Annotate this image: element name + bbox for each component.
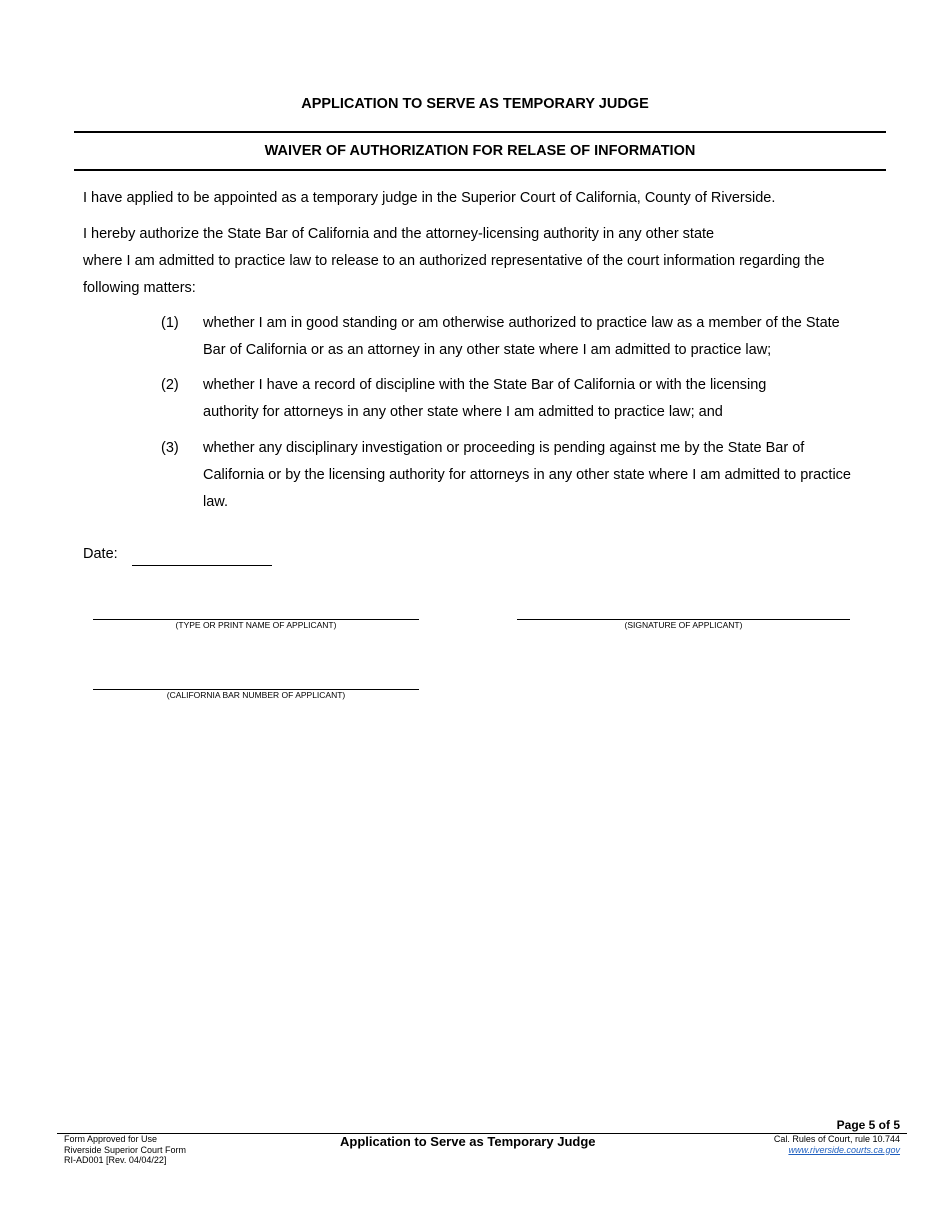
applicant-name-caption: (TYPE OR PRINT NAME OF APPLICANT): [175, 620, 337, 630]
item-number-1: (1): [161, 315, 179, 331]
item-text-3: whether any disciplinary investigation or proceeding is pending against me by the State Bar of California or by the licensing authority for attorneys in any other state where I am admitted to practice law.: [203, 440, 851, 510]
item-number-3: (3): [161, 440, 179, 456]
date-label: Date:: [83, 546, 118, 562]
authorize-line-2: where I am admitted to practice law to release to an authorized representative of the court information regarding the following matters:: [83, 253, 825, 296]
authorize-line-1: I hereby authorize the State Bar of California and the attorney-licensing authority in any other state: [83, 226, 715, 242]
section-title: WAIVER OF AUTHORIZATION FOR RELASE OF INFORMATION: [264, 143, 696, 159]
item-text-1: whether I am in good standing or am otherwise authorized to practice law as a member of the State Bar of California or as an attorney in any other state where I am admitted to practice law;: [203, 315, 840, 358]
date-field[interactable]: [132, 565, 272, 566]
footer-rule-citation: Cal. Rules of Court, rule 10.744: [773, 1134, 900, 1144]
item-text-2: whether I have a record of discipline with the State Bar of California or with the licensing authority for attorneys in any other state where I am admitted to practice law; and: [203, 377, 767, 420]
item-number-2: (2): [161, 377, 179, 393]
footer-form-info: [64, 1134, 186, 1166]
footer-rules-info: [774, 1134, 900, 1155]
form-title: APPLICATION TO SERVE AS TEMPORARY JUDGE: [301, 96, 649, 112]
footer-approval: Form Approved for Use: [64, 1134, 158, 1144]
title-rule-top: [74, 131, 886, 133]
intro-paragraph: I have applied to be appointed as a temporary judge in the Superior Court of California, County of Riverside.: [83, 190, 776, 206]
footer-court-form: Riverside Superior Court Form: [64, 1144, 187, 1155]
title-rule-bottom: [74, 169, 886, 171]
court-website-link[interactable]: www.riverside.courts.ca.gov: [788, 1144, 900, 1155]
footer-form-title: Application to Serve as Temporary Judge: [340, 1134, 596, 1149]
bar-number-caption: (CALIFORNIA BAR NUMBER OF APPLICANT): [166, 690, 346, 700]
applicant-signature-caption: (SIGNATURE OF APPLICANT): [624, 620, 743, 630]
page-number: Page 5 of 5: [836, 1118, 900, 1132]
footer-form-number: RI-AD001 [Rev. 04/04/22]: [64, 1155, 167, 1165]
